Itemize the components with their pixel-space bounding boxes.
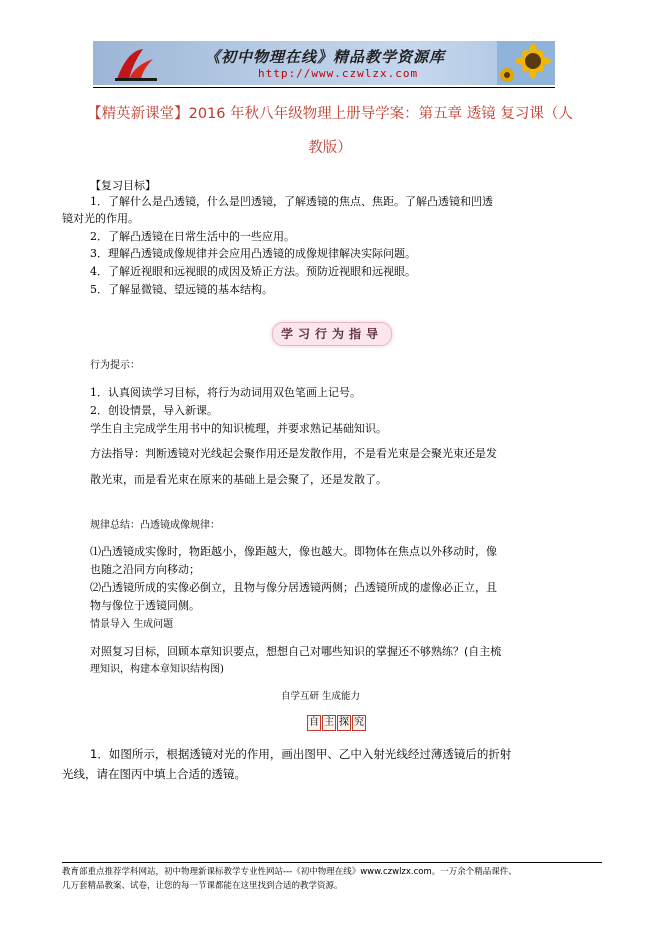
- review-line-1: 对照复习目标，回顾本章知识要点，想想自己对哪些知识的掌握还不够熟练？(自主梳: [90, 645, 502, 658]
- rule-1-line-1: ⑴凸透镜成实像时，物距越小，像距越大，像也越大。即物体在焦点以外移动时，像: [90, 545, 497, 558]
- hints-heading: 行为提示：: [90, 360, 140, 371]
- hint-item: 学生自主完成学生用书中的知识梳理，并要求熟记基础知识。: [90, 422, 387, 435]
- question-line-1: 1．如图所示，根据透镜对光的作用，画出图甲、乙中入射光线经过薄透镜后的折射: [90, 747, 512, 761]
- banner-url[interactable]: http://www.czwlzx.com: [258, 67, 419, 80]
- site-banner: [93, 41, 555, 85]
- footer-line-1: 教育部重点推荐学科网站，初中物理新课标教学专业性网站---《初中物理在线》www.czwlzx.com。一万余个精品课件、: [62, 867, 517, 877]
- question-line-2: 光线，请在图丙中填上合适的透镜。: [62, 767, 246, 781]
- banner-title: 《初中物理在线》精品教学资源库: [205, 48, 446, 66]
- explore-char: 究: [352, 715, 366, 731]
- hint-item: 2．创设情景，导入新课。: [90, 404, 218, 417]
- goal-item: 2．了解凸透镜在日常生活中的一些应用。: [90, 230, 295, 243]
- goals-heading: 【复习目标】: [90, 179, 156, 192]
- footer-divider: [62, 862, 602, 863]
- self-study-heading: 自学互研 生成能力: [281, 691, 361, 702]
- goal-item: 4．了解近视眼和远视眼的成因及矫正方法。预防近视眼和远视眼。: [90, 265, 416, 278]
- review-line-2: 理知识，构建本章知识结构图): [90, 664, 224, 675]
- method-line-1: 方法指导：判断透镜对光线起会聚作用还是发散作用，不是看光束是会聚光束还是发: [90, 447, 497, 460]
- explore-char: 自: [307, 715, 321, 731]
- learning-guide-banner: 学习行为指导: [272, 322, 392, 346]
- title-line-1: 【精英新课堂】2016 年秋八年级物理上册导学案：第五章 透镜 复习课（人: [87, 106, 573, 122]
- site-logo-icon: [113, 45, 159, 83]
- goal-item: 5．了解显微镜、望远镜的基本结构。: [90, 283, 273, 296]
- hint-item: 1．认真阅读学习目标，将行为动词用双色笔画上记号。: [90, 386, 361, 399]
- goal-item: 3．理解凸透镜成像规律并会应用凸透镜的成像规律解决实际问题。: [90, 247, 416, 260]
- rule-2-line-2: 物与像位于透镜同侧。: [90, 599, 200, 612]
- explore-box: [307, 715, 367, 731]
- header-divider: [93, 87, 555, 88]
- page-footer: [62, 865, 602, 893]
- title-line-2: 教版）: [308, 140, 352, 156]
- method-line-2: 散光束，而是看光束在原来的基础上是会聚了，还是发散了。: [90, 473, 387, 486]
- goal-item: 镜对光的作用。: [62, 212, 139, 225]
- goal-item: 1．了解什么是凸透镜，什么是凹透镜，了解透镜的焦点、焦距。了解凸透镜和凹透: [90, 195, 493, 208]
- sunflower-icon: [497, 41, 555, 85]
- explore-char: 探: [337, 715, 351, 731]
- rules-heading: 规律总结：凸透镜成像规律：: [90, 520, 220, 531]
- explore-char: 主: [322, 715, 336, 731]
- document-title: [70, 97, 590, 165]
- footer-line-2: 几万套精品教案、试卷，让您的每一节课都能在这里找到合适的教学资源。: [62, 881, 343, 891]
- rule-1-line-2: 也随之沿同方向移动；: [90, 563, 200, 576]
- scene-intro: 情景导入 生成问题: [90, 619, 174, 630]
- rule-2-line-1: ⑵凸透镜所成的实像必倒立，且物与像分居透镜两侧；凸透镜所成的虚像必正立，且: [90, 581, 497, 594]
